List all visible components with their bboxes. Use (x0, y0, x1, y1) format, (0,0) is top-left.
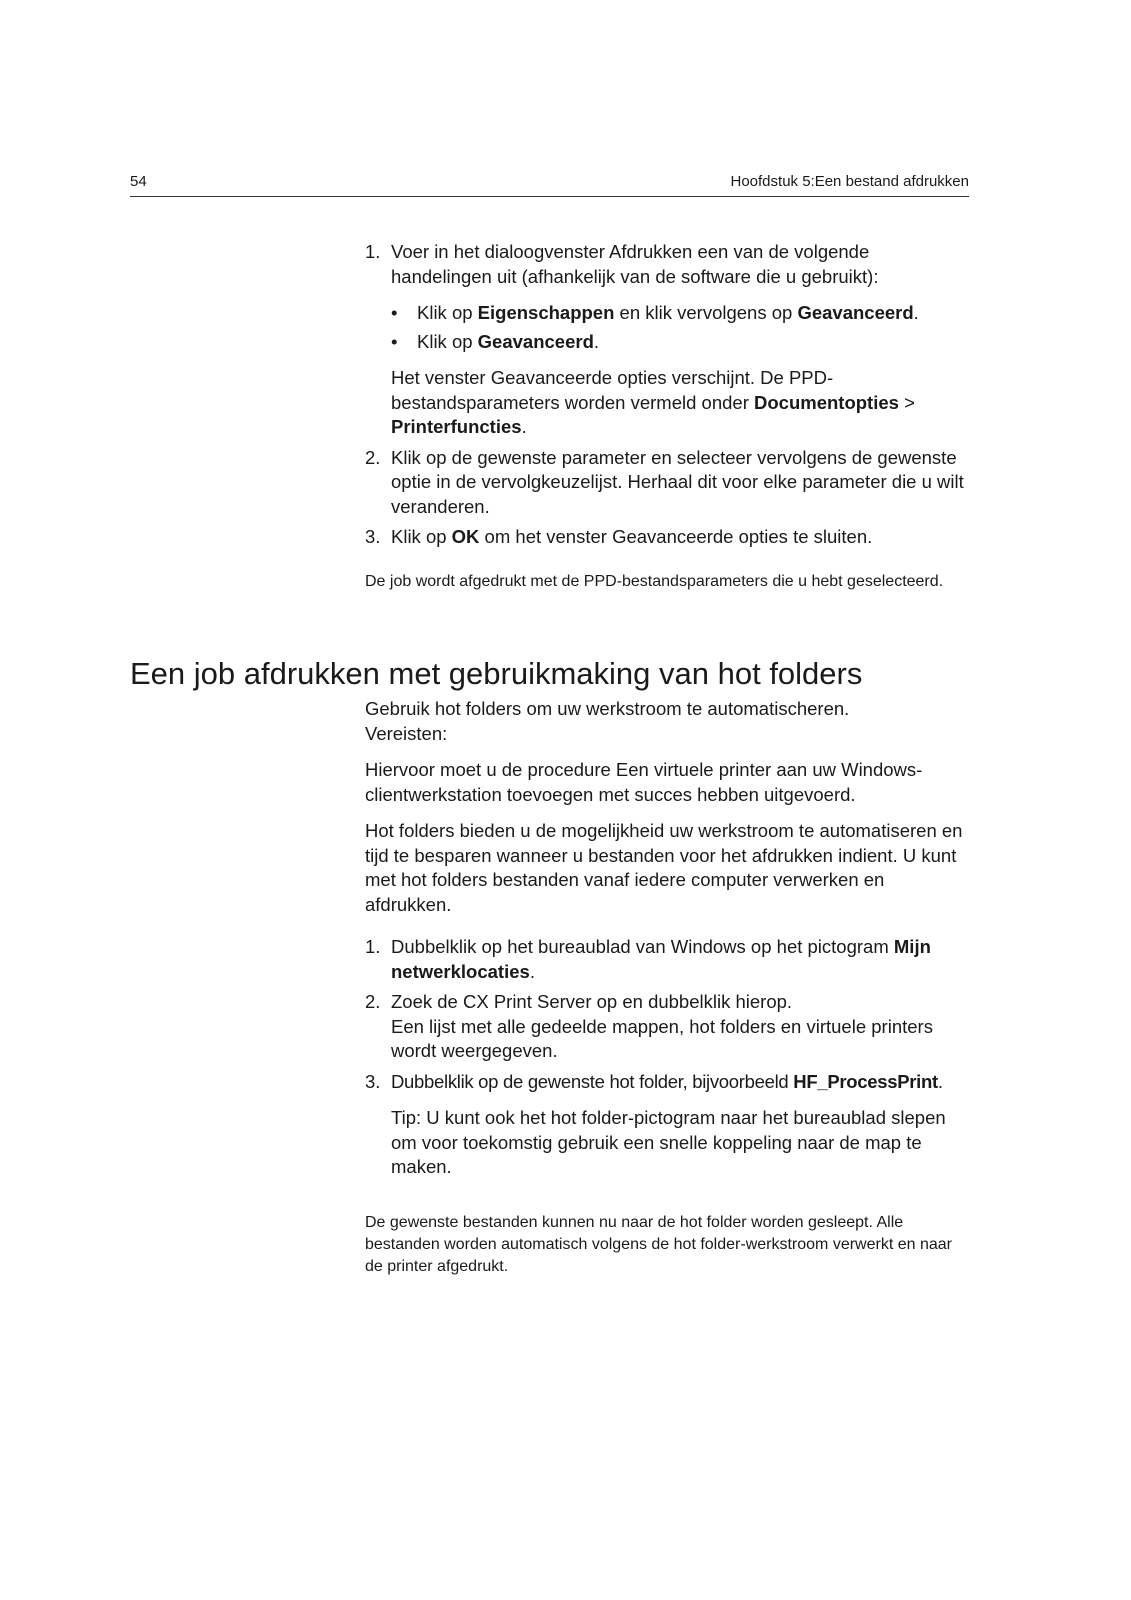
step-text-part: . (937, 1070, 943, 1092)
step-2 (365, 446, 971, 520)
section1-result: De job wordt afgedrukt met de PPD-bestandsparameters die u hebt geselecteerd. (365, 573, 944, 590)
ui-term: OK (451, 526, 480, 547)
header-rule (130, 196, 969, 197)
step-1 (365, 935, 971, 984)
step-text-part: Dubbelklik op de gewenste hot folder, bijvoorbeeld (391, 1070, 794, 1092)
ui-term: Geavanceerd (477, 330, 594, 352)
bullet-icon: • (391, 330, 398, 352)
ui-term: Printerfuncties (391, 416, 522, 437)
step-list (365, 240, 971, 550)
bullet-item (391, 301, 971, 326)
step-text-part: Dubbelklik op het bureaublad van Windows op het pictogram (391, 936, 894, 957)
step-number: 1. (365, 241, 381, 262)
step-1 (365, 240, 971, 440)
step-note (391, 366, 971, 440)
tip-text: Tip: U kunt ook het hot folder-pictogram naar het bureaublad slepen om voor toekomstig gebruik een snelle koppeling naar de map te maken. (391, 1107, 946, 1177)
description-text: Hot folders bieden u de mogelijkheid uw werkstroom te automatiseren en tijd te besparen wanneer u bestanden voor het afdrukken indient. U kunt met hot folders bestanden vanaf iedere computer verwerken en afdrukken. (365, 820, 963, 915)
step-text: Voer in het dialoogvenster Afdrukken een van de volgende handelingen uit (afhankelijk van de software die u gebruikt): (391, 241, 879, 287)
step-text-part: om het venster Geavanceerde opties te sluiten. (479, 526, 873, 547)
step-text: Zoek de CX Print Server op en dubbelklik hierop. (391, 991, 793, 1012)
ui-term: Geavanceerd (797, 302, 914, 323)
requirements-text: Hiervoor moet u de procedure Een virtuele printer aan uw Windows-clientwerkstation toevoegen met succes hebben uitgevoerd. (365, 759, 923, 805)
requirements-label: Vereisten: (365, 722, 448, 744)
ui-term: Eigenschappen (477, 302, 615, 323)
step-2 (365, 990, 971, 1064)
bullet-text: Klik op (417, 302, 478, 323)
note-text: Het venster Geavanceerde opties verschijnt. De PPD-bestandsparameters worden vermeld onder (391, 367, 834, 413)
step-result: Een lijst met alle gedeelde mappen, hot folders en virtuele printers wordt weergegeven. (391, 1015, 933, 1061)
step-text (391, 935, 971, 984)
bullet-icon: • (391, 302, 398, 323)
section2-body (365, 697, 971, 1180)
step-number: 1. (365, 936, 381, 957)
ui-term: HF_ProcessPrint (793, 1070, 938, 1092)
step-3 (365, 1070, 971, 1180)
step-text-part: Klik op (391, 526, 452, 547)
step-number: 2. (365, 446, 381, 468)
step-text (391, 1070, 971, 1095)
step-list (365, 935, 971, 1180)
step-number: 3. (365, 526, 381, 547)
step-text: Klik op de gewenste parameter en selecteer vervolgens de gewenste optie in de vervolgkeuzelijst. Herhaal dit voor elke parameter die u wilt veranderen. (391, 446, 964, 517)
section1-steps (365, 240, 971, 550)
note-text: > (898, 391, 915, 413)
page-number: 54 (130, 173, 147, 190)
section-heading: Een job afdrukken met gebruikmaking van hot folders (130, 656, 863, 691)
bullet-text: . (593, 330, 600, 352)
step-text (391, 525, 971, 550)
bullet-list (391, 301, 971, 354)
ui-term: Mijn netwerklocaties (391, 936, 931, 982)
step-number: 2. (365, 991, 381, 1012)
section2-result: De gewenste bestanden kunnen nu naar de hot folder worden gesleept. Alle bestanden worden automatisch volgens de hot folder-werkstroom verwerkt en naar de printer afgedrukt. (365, 1214, 952, 1275)
chapter-title: Hoofdstuk 5:Een bestand afdrukken (730, 173, 969, 190)
step-text-part: . (529, 960, 535, 982)
step-number: 3. (365, 1070, 381, 1092)
intro-text: Gebruik hot folders om uw werkstroom te automatischeren. (365, 698, 850, 719)
bullet-text: en klik vervolgens op (614, 302, 798, 323)
bullet-text: Klik op (417, 330, 478, 352)
step-3 (365, 525, 971, 550)
bullet-item (391, 330, 971, 355)
bullet-text: . (913, 302, 919, 323)
ui-term: Documentopties (754, 391, 899, 413)
note-text: . (521, 416, 527, 437)
